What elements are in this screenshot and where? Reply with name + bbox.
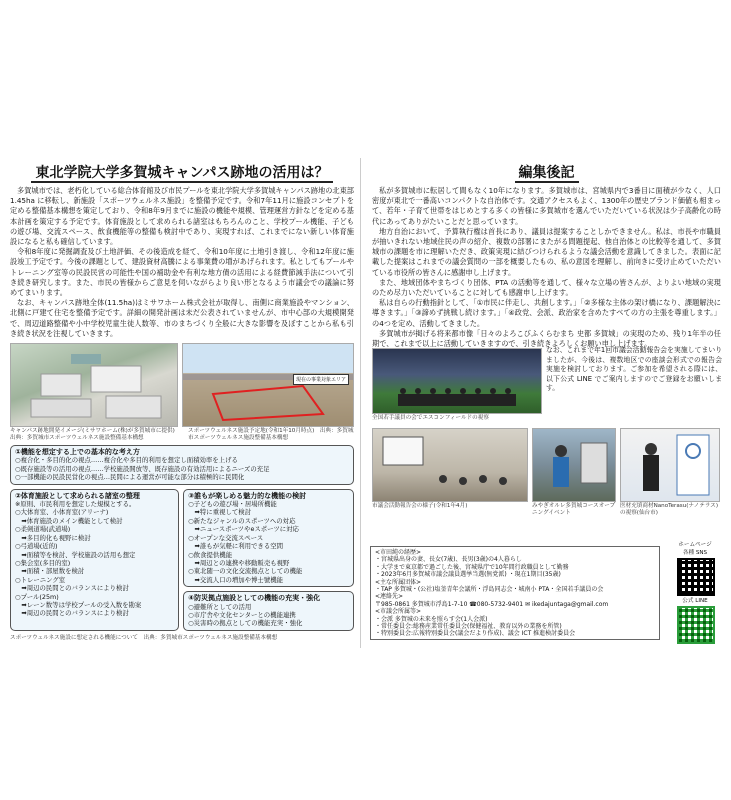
left-photo-captions <box>4 427 360 443</box>
right-page <box>366 158 727 648</box>
box1-title: ①機能を想定する上での基本的な考え方 <box>15 448 140 457</box>
nanoterasu-photo <box>620 428 720 502</box>
function-box-4 <box>183 591 354 631</box>
box2-item: ➡面積・部屋数を検討 <box>15 567 85 576</box>
campus-development-image <box>10 343 178 427</box>
function-boxes <box>4 487 360 633</box>
info-line: ・常任委員会:総務産業常任委員会(保健福祉、教育以外の業務を所管) <box>375 623 562 631</box>
function-box-1-wrap <box>4 443 360 487</box>
event-photo-wrap <box>532 428 616 518</box>
info-line: <主な所属団体> <box>375 578 422 586</box>
box2-item: ※原則、市民利用を想定した規模とする。 <box>15 500 136 509</box>
qr1-label: ホームページ 各種 SNS <box>678 542 712 556</box>
left-photos <box>4 339 360 427</box>
box3-item: ○新たなジャンルのスポーツへの対応 <box>188 516 296 525</box>
box3-item: ○子どもの遊び場・居場所機能 <box>188 500 277 509</box>
box2-item: ○トレーニング室 <box>15 575 66 584</box>
function-boxes-right <box>183 489 354 631</box>
site-boundary-icon <box>183 344 354 426</box>
meeting-photo-wrap <box>372 428 528 518</box>
function-box-3 <box>183 489 354 587</box>
box3-item: ○東北随一の文化交流拠点としての機能 <box>188 567 303 576</box>
box2-item: ○弓道場(近的) <box>15 542 58 551</box>
box3-title: ③誰もが楽しめる魅力的な機能の検討 <box>188 491 307 500</box>
line-qr-icon[interactable] <box>677 606 715 644</box>
box2-item: ○柔剣道場(武道場) <box>15 525 71 534</box>
info-line: ・宮城県出身の妻、長女(7歳)、長男(3歳)の4人暮らし <box>375 556 522 564</box>
profile-info-box <box>370 546 660 640</box>
box3-item: ○オープンな交流スペース <box>188 533 264 542</box>
box2-item: ○プール(25m) <box>15 592 59 601</box>
box2-item: ○大体育室、小体育室(アリーナ) <box>15 508 109 517</box>
site-label: 現在の事業対象エリア <box>293 374 349 385</box>
info-line: ・TAP 多賀城・(公社)塩釜青年会議所・浮島同志会・城南小 PTA・全国若手議員の会 <box>375 586 604 594</box>
right-paragraph-4: 私は自らの行動指針として、「①市民に伴走し、共創します。」「②多様な主体の架け橋になり、課題解決に導きます。」「③諦めず挑戦し続けます。」「④政党、会派、政治家を含めたすべての方の主張を尊重します。」の4つを定め、活動してきました。 <box>372 298 721 328</box>
info-line: ・会派 多賀城の未来を照らす会(1人会派) <box>375 615 488 623</box>
info-line: <連絡先> <box>375 593 404 601</box>
function-box-1 <box>10 445 354 485</box>
right-paragraph-3: また、地域団体やまちづくり団体、PTA の活動等を通して、様々な立場の皆さんが、よりよい地域の実現のため尽力いただいていることに対しても感謝申し上げます。 <box>372 277 721 298</box>
box3-item: ➡交流人口の増加や博士號機能 <box>188 575 283 584</box>
box3-item: ➡ニュースポーツやeスポーツに対応 <box>188 525 299 534</box>
box4-title: ④防災拠点施設としての機能の充実・強化 <box>188 594 321 603</box>
info-line: ・特別委員会:広報特別委員会(議会だより作成)、議会 ICT 推進検討委員会 <box>375 630 576 638</box>
function-box-2 <box>10 489 179 631</box>
photo1-caption: キャンパス跡地開発イメージ(ミサワホーム(株)が多賀城市に提供) 出典：多賀城市スポーツウェルネス施設整備基本構想 <box>10 428 181 442</box>
nanoterasu-photo-wrap <box>620 428 720 518</box>
person-icon <box>533 429 615 501</box>
left-title: 東北学院大学多賀城キャンパス跡地の活用は？ <box>4 162 360 182</box>
box2-item: ○集会室(多目的室) <box>15 558 71 567</box>
building-render-icon <box>11 344 178 426</box>
stadium-photo-wrap <box>372 348 542 423</box>
group-photo-icon <box>373 349 541 413</box>
box3-item: ➡誰もが気軽に利用できる空間 <box>188 542 283 551</box>
info-line: <市田純の経歴> <box>375 549 422 556</box>
info-line: ・大学まで東京都で過ごした後、宮城県庁で10年間行政職員として勤務 <box>375 563 569 571</box>
box3-item: ➡周辺との連携や移動販売も視野 <box>188 558 290 567</box>
right-paragraph-6: なお、これまで年1回市議会活動報告会を実施してまいりましたが、今後は、複数地区での座談会形式での報告会実施を検討しております。ご参加を希望される際には、以下公式 LINE でご案内しますのでご登録をお願いします。 <box>546 346 722 393</box>
box2-item: ➡面積等を検討、学校施設の活用も想定 <box>15 550 136 559</box>
box2-item: ➡体育施設のメイン機能として検討 <box>15 516 123 525</box>
homepage-qr-icon[interactable] <box>677 558 715 596</box>
box2-item: ➡レーン数等は学校プールの受入数を勘案 <box>15 600 142 609</box>
box4-item: ○市庁舎や文化センターとの機能連携 <box>188 610 296 619</box>
site-aerial-photo <box>182 343 354 427</box>
box1-item: ○複合化・多目的化の視点……複合化や多目的利用を想定し面積効率を上げる <box>15 456 238 465</box>
right-paragraph-2: 地方自治において、予算執行権は首長にあり、議員は提案することしかできません。私は、市長や市職員が抽いきれない地域住民の声の紹介、複数の部署にまたがる問題提起、他自治体との比較等を通して、多賀城市の課題を市に理解いただき、政策実現に結びつけられるような議会活動を意識してきました。表面に記載した提案はこれまでの議会質問の一部を概要したもの、私の意図を理解し、前向きに受け止めていただいている市役所の皆さんに感謝申し上げます。 <box>372 226 721 277</box>
presentation-icon <box>373 429 527 501</box>
left-paragraph-1: 多賀城市では、老朽化している総合体育館及び市民プールを東北学院大学多賀城キャンパス跡地の北東部 1.45ha に移転し、新施設「スポーツウェルネス施設」を整備予定です。令和7年11月に施設コンセプトを定める整備基本構想を策定しており、令和8年9月までに施設の機能や規模、管理運営方針などを定める基本計画を策定する予定です。体育施設として求められる諸室はもちろんのこと、学校プール機能、子どもの遊び場、交流スペース、飲食機能等の整備も検討中であり、実現すれば、これまでにない新しい体育施設になると私も確信しています。 <box>10 186 354 247</box>
meeting-photo <box>372 428 528 502</box>
left-paragraph-2: 令和8年度に発掘調査及び土地評価、その後造成を経て、令和10年度に土地引き渡し、令和12年度に施設竣工予定です。今後の課題として、建設資材高騰による事業費の増があげられます。私としてもプールやトレーニング室等の民設民営の可能性や国の補助金や有利な地方債の活用による経費節減手法について引き続き研究します。また、市民の皆様からご意見を伺いながらより良い形となるよう市議会での議論に努めてまいります。 <box>10 247 354 298</box>
box1-item: ○一部機能の民設民営化の視点…民間による運営が可能な部分は積極的に民間化 <box>15 473 245 482</box>
info-line: ・2023年6月多賀城市議会議員選挙当選(無党派) ・現在1期目(35歳) <box>375 571 561 579</box>
right-paragraph-5: 多賀城市が掲げる将来都市像「日々のよろこびふくらむまち 史都 多賀城」の実現のため、残り1年半の任期で、これまで以上に活動していきますので、引き続きよろしくお願い申し上げます。 <box>372 328 721 349</box>
left-body <box>4 186 360 339</box>
box2-item: ➡周辺の民間とのバランスにより検討 <box>15 584 129 593</box>
right-photo3-caption: みやぎオルレ多賀城コースオープニングイベント <box>532 503 616 516</box>
event-photo <box>532 428 616 502</box>
box4-item: ○避難所としての活用 <box>188 602 252 611</box>
box2-item: ➡周辺の民間とのバランスにより検討 <box>15 609 129 618</box>
box2-item: ➡多目的化も視野に検討 <box>15 533 91 542</box>
right-photos-row <box>372 428 731 518</box>
info-line: <市議会所属等> <box>375 608 422 616</box>
right-paragraph-1: 私が多賀城市に転居して間もなく10年になります。多賀城市は、宮城県内で3番目に面積が少なく、人口密度が東北で一番高いコンパクトな自治体です。交通アクセスもよく、1300年の歴史ブランド価値も相まって、若年・子育て世帯をはじめとする多くの皆様に多賀城市を選んでいただいている状況は少子高齢化の時代にあってありがたいことだと思っています。 <box>372 186 721 226</box>
box-source: スポーツウェルネス施設に想定される機能について 出典：多賀城市スポーツウェルネス施設整備基本構想 <box>10 634 278 641</box>
right-photo2-caption: 市議会活動報告会の様子(令和1年4月) <box>372 503 468 509</box>
left-paragraph-3: なお、キャンパス跡地全体(11.5ha)はミサワホーム株式会社が取得し、南側に商業施設やマンション、北側に戸建て住宅を整備予定です。詳細の開発計画は未だ公表されていませんが、市中心部の大規模開発で、周辺道路整備や小中学校児童生徒人数等、市のまちづくり全般に大きな影響を及ぼすことから私も引き続き状況を注視していきます。 <box>10 298 354 338</box>
box3-item: ○飲食提供機能 <box>188 550 233 559</box>
left-page <box>4 158 361 648</box>
stadium-photo <box>372 348 542 414</box>
qr2-label: 公式 LINE <box>682 598 708 604</box>
right-title: 編集後記 <box>366 162 727 182</box>
box4-item: ○災害時の拠点としての機能充実・強化 <box>188 619 303 628</box>
right-body <box>366 186 727 349</box>
info-line: 〒985-0861 多賀城市浮島1-7-10 ☎080-5732-9401 ✉ ikedajuntaga@gmail.com <box>375 600 609 608</box>
box2-title: ②体育施設として求められる諸室の整理 <box>15 491 140 500</box>
box1-item: ○既存施設等の活用の視点……学校施設開放等、既存施設の有効活用によるニーズの充足 <box>15 464 270 473</box>
photo2-caption: スポーツウェルネス施設予定地(令和1年10月時点) 出典：多賀城市スポーツウェルネス施設整備基本構想 <box>188 428 354 442</box>
right-photo1-caption: 全国若手議員の会でエスコンフィールドの視察 <box>372 415 489 421</box>
right-photo4-caption: 医材充填商材NanoTerasu(ナノテラス)の視察(仙台市) <box>620 503 719 516</box>
box3-item: ➡特に重視して検討 <box>188 508 252 517</box>
person-with-banner-icon <box>621 429 719 501</box>
